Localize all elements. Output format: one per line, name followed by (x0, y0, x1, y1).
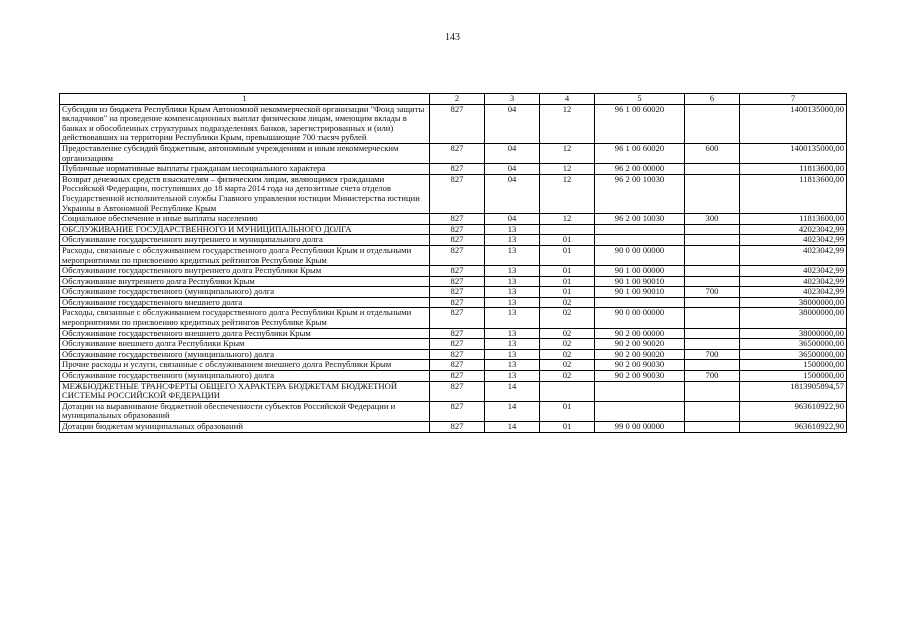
section-code: 13 (485, 371, 540, 382)
target-article-code: 96 2 00 00000 (595, 164, 685, 175)
expense-type-code (685, 266, 740, 277)
subsection-code: 01 (540, 266, 595, 277)
amount: 4023042,99 (740, 266, 847, 277)
amount: 1400135000,00 (740, 143, 847, 163)
row-name: МЕЖБЮДЖЕТНЫЕ ТРАНСФЕРТЫ ОБЩЕГО ХАРАКТЕРА БЮДЖЕТАМ БЮДЖЕТНОЙ СИСТЕМЫ РОССИЙСКОЙ ФЕДЕРАЦИИ (60, 381, 430, 401)
section-code: 13 (485, 328, 540, 339)
expense-type-code (685, 245, 740, 265)
table-row (60, 328, 847, 339)
table-row (60, 297, 847, 308)
dept-code: 827 (430, 308, 485, 328)
amount: 38000000,00 (740, 297, 847, 308)
row-name: Обслуживание государственного (муниципального) долга (60, 371, 430, 382)
section-code: 13 (485, 266, 540, 277)
table-row (60, 371, 847, 382)
dept-code: 827 (430, 266, 485, 277)
row-name: Обслуживание государственного внутреннего и муниципального долга (60, 235, 430, 246)
table-row (60, 235, 847, 246)
table-row (60, 104, 847, 143)
row-name: Возврат денежных средств взыскателям – физическим лицам, являющимся гражданами Российской Федерации, поступивших до 18 марта 2014 года на депозитные счета отделов Государственной исполнительной службы Главного управления юстиции Министерства юстиции Украины в Автономной Республике Крым (60, 174, 430, 213)
subsection-code: 02 (540, 297, 595, 308)
section-code: 13 (485, 224, 540, 235)
table-row (60, 339, 847, 350)
dept-code: 827 (430, 360, 485, 371)
subsection-code: 01 (540, 235, 595, 246)
row-name: Субсидия из бюджета Республики Крым Автономной некоммерческой организации "Фонд защиты вкладчиков" на проведение компенсационных выплат физическим лицам, имеющим вклады в банках и обособленных структурных подразделениях банков, зарегистрированных и (или) действовавших на территории Республики Крым, превышающие 700 тысяч рублей (60, 104, 430, 143)
expense-type-code (685, 174, 740, 213)
dept-code: 827 (430, 224, 485, 235)
subsection-code: 12 (540, 104, 595, 143)
target-article-code: 90 2 00 90020 (595, 349, 685, 360)
expense-type-code (685, 224, 740, 235)
table-row (60, 349, 847, 360)
amount: 36500000,00 (740, 339, 847, 350)
page-number: 143 (445, 32, 460, 43)
section-code: 14 (485, 422, 540, 433)
amount: 4023042,99 (740, 245, 847, 265)
dept-code: 827 (430, 235, 485, 246)
subsection-code: 01 (540, 401, 595, 421)
target-article-code: 90 2 00 90030 (595, 360, 685, 371)
target-article-code: 90 1 00 90010 (595, 287, 685, 298)
amount: 1813905894,57 (740, 381, 847, 401)
column-header: 1 (60, 94, 430, 105)
section-code: 14 (485, 401, 540, 421)
section-code: 13 (485, 339, 540, 350)
subsection-code: 12 (540, 143, 595, 163)
table-row (60, 287, 847, 298)
target-article-code: 90 1 00 90010 (595, 276, 685, 287)
column-header: 7 (740, 94, 847, 105)
target-article-code: 90 2 00 90030 (595, 371, 685, 382)
amount: 11813600,00 (740, 164, 847, 175)
section-code: 04 (485, 164, 540, 175)
column-header: 5 (595, 94, 685, 105)
target-article-code: 96 1 00 60020 (595, 104, 685, 143)
table-row (60, 422, 847, 433)
expense-type-code: 700 (685, 371, 740, 382)
subsection-code: 01 (540, 245, 595, 265)
row-name: Расходы, связанные с обслуживанием государственного долга Республики Крым и отдельными мероприятиями по присвоению кредитных рейтингов Республике Крым (60, 245, 430, 265)
expense-type-code (685, 276, 740, 287)
table-row (60, 266, 847, 277)
row-name: Обслуживание внутреннего долга Республики Крым (60, 276, 430, 287)
expense-type-code (685, 339, 740, 350)
target-article-code (595, 381, 685, 401)
row-name: ОБСЛУЖИВАНИЕ ГОСУДАРСТВЕННОГО И МУНИЦИПАЛЬНОГО ДОЛГА (60, 224, 430, 235)
dept-code: 827 (430, 287, 485, 298)
dept-code: 827 (430, 297, 485, 308)
dept-code: 827 (430, 371, 485, 382)
expense-type-code (685, 381, 740, 401)
amount: 38000000,00 (740, 308, 847, 328)
row-name: Обслуживание внешнего долга Республики Крым (60, 339, 430, 350)
target-article-code: 96 2 00 10030 (595, 174, 685, 213)
target-article-code: 99 0 00 00000 (595, 422, 685, 433)
expense-type-code: 600 (685, 143, 740, 163)
budget-table (59, 93, 847, 433)
target-article-code (595, 224, 685, 235)
section-code: 13 (485, 235, 540, 246)
section-code: 14 (485, 381, 540, 401)
table-row (60, 214, 847, 225)
dept-code: 827 (430, 339, 485, 350)
subsection-code: 12 (540, 174, 595, 213)
expense-type-code (685, 360, 740, 371)
table-row (60, 174, 847, 213)
subsection-code (540, 224, 595, 235)
table-row (60, 360, 847, 371)
subsection-code: 12 (540, 164, 595, 175)
column-header: 4 (540, 94, 595, 105)
section-code: 04 (485, 143, 540, 163)
row-name: Дотации бюджетам муниципальных образований (60, 422, 430, 433)
row-name: Расходы, связанные с обслуживанием государственного долга Республики Крым и отдельными мероприятиями по присвоению кредитных рейтингов Республике Крым (60, 308, 430, 328)
section-code: 13 (485, 245, 540, 265)
expense-type-code (685, 422, 740, 433)
target-article-code: 90 0 00 00000 (595, 245, 685, 265)
column-header: 6 (685, 94, 740, 105)
target-article-code: 90 2 00 00000 (595, 328, 685, 339)
dept-code: 827 (430, 401, 485, 421)
section-code: 13 (485, 287, 540, 298)
dept-code: 827 (430, 245, 485, 265)
expense-type-code (685, 104, 740, 143)
section-code: 04 (485, 104, 540, 143)
amount: 38000000,00 (740, 328, 847, 339)
section-code: 13 (485, 308, 540, 328)
table-row (60, 164, 847, 175)
subsection-code (540, 381, 595, 401)
dept-code: 827 (430, 164, 485, 175)
subsection-code: 12 (540, 214, 595, 225)
subsection-code: 01 (540, 422, 595, 433)
amount: 963610922,90 (740, 401, 847, 421)
subsection-code: 02 (540, 371, 595, 382)
header-row (60, 94, 847, 105)
expense-type-code (685, 328, 740, 339)
expense-type-code: 700 (685, 287, 740, 298)
row-name: Обслуживание государственного (муниципального) долга (60, 287, 430, 298)
expense-type-code (685, 401, 740, 421)
amount: 4023042,99 (740, 276, 847, 287)
subsection-code: 02 (540, 339, 595, 350)
section-code: 13 (485, 297, 540, 308)
row-name: Прочие расходы и услуги, связанные с обслуживанием внешнего долга Республики Крым (60, 360, 430, 371)
expense-type-code (685, 235, 740, 246)
section-code: 04 (485, 214, 540, 225)
table-row (60, 143, 847, 163)
dept-code: 827 (430, 349, 485, 360)
table-row (60, 381, 847, 401)
target-article-code (595, 235, 685, 246)
target-article-code: 90 0 00 00000 (595, 308, 685, 328)
expense-type-code (685, 297, 740, 308)
dept-code: 827 (430, 174, 485, 213)
subsection-code: 01 (540, 287, 595, 298)
section-code: 04 (485, 174, 540, 213)
subsection-code: 02 (540, 349, 595, 360)
table-row (60, 276, 847, 287)
expense-type-code: 700 (685, 349, 740, 360)
subsection-code: 02 (540, 328, 595, 339)
section-code: 13 (485, 276, 540, 287)
amount: 11813600,00 (740, 174, 847, 213)
target-article-code (595, 297, 685, 308)
amount: 963610922,90 (740, 422, 847, 433)
expense-type-code: 300 (685, 214, 740, 225)
row-name: Обслуживание государственного внутреннего долга Республики Крым (60, 266, 430, 277)
amount: 1500000,00 (740, 360, 847, 371)
target-article-code: 90 1 00 00000 (595, 266, 685, 277)
subsection-code: 02 (540, 308, 595, 328)
dept-code: 827 (430, 104, 485, 143)
amount: 1500000,00 (740, 371, 847, 382)
dept-code: 827 (430, 328, 485, 339)
amount: 42023042,99 (740, 224, 847, 235)
amount: 4023042,99 (740, 287, 847, 298)
dept-code: 827 (430, 276, 485, 287)
row-name: Обслуживание государственного внешнего долга (60, 297, 430, 308)
target-article-code: 96 2 00 10030 (595, 214, 685, 225)
dept-code: 827 (430, 143, 485, 163)
amount: 1400135000,00 (740, 104, 847, 143)
target-article-code (595, 401, 685, 421)
expense-type-code (685, 308, 740, 328)
column-header: 2 (430, 94, 485, 105)
row-name: Публичные нормативные выплаты гражданам несоциального характера (60, 164, 430, 175)
target-article-code: 90 2 00 90020 (595, 339, 685, 350)
dept-code: 827 (430, 381, 485, 401)
row-name: Дотации на выравнивание бюджетной обеспеченности субъектов Российской Федерации и муниципальных образований (60, 401, 430, 421)
amount: 4023042,99 (740, 235, 847, 246)
dept-code: 827 (430, 214, 485, 225)
table-row (60, 308, 847, 328)
table-row (60, 401, 847, 421)
table-row (60, 245, 847, 265)
target-article-code: 96 1 00 60020 (595, 143, 685, 163)
section-code: 13 (485, 349, 540, 360)
subsection-code: 02 (540, 360, 595, 371)
expense-type-code (685, 164, 740, 175)
row-name: Обслуживание государственного (муниципального) долга (60, 349, 430, 360)
amount: 36500000,00 (740, 349, 847, 360)
row-name: Предоставление субсидий бюджетным, автономным учреждениям и иным некоммерческим организациям (60, 143, 430, 163)
column-header: 3 (485, 94, 540, 105)
dept-code: 827 (430, 422, 485, 433)
table-row (60, 224, 847, 235)
section-code: 13 (485, 360, 540, 371)
row-name: Социальное обеспечение и иные выплаты населению (60, 214, 430, 225)
amount: 11813600,00 (740, 214, 847, 225)
row-name: Обслуживание государственного внешнего долга Республики Крым (60, 328, 430, 339)
subsection-code: 01 (540, 276, 595, 287)
